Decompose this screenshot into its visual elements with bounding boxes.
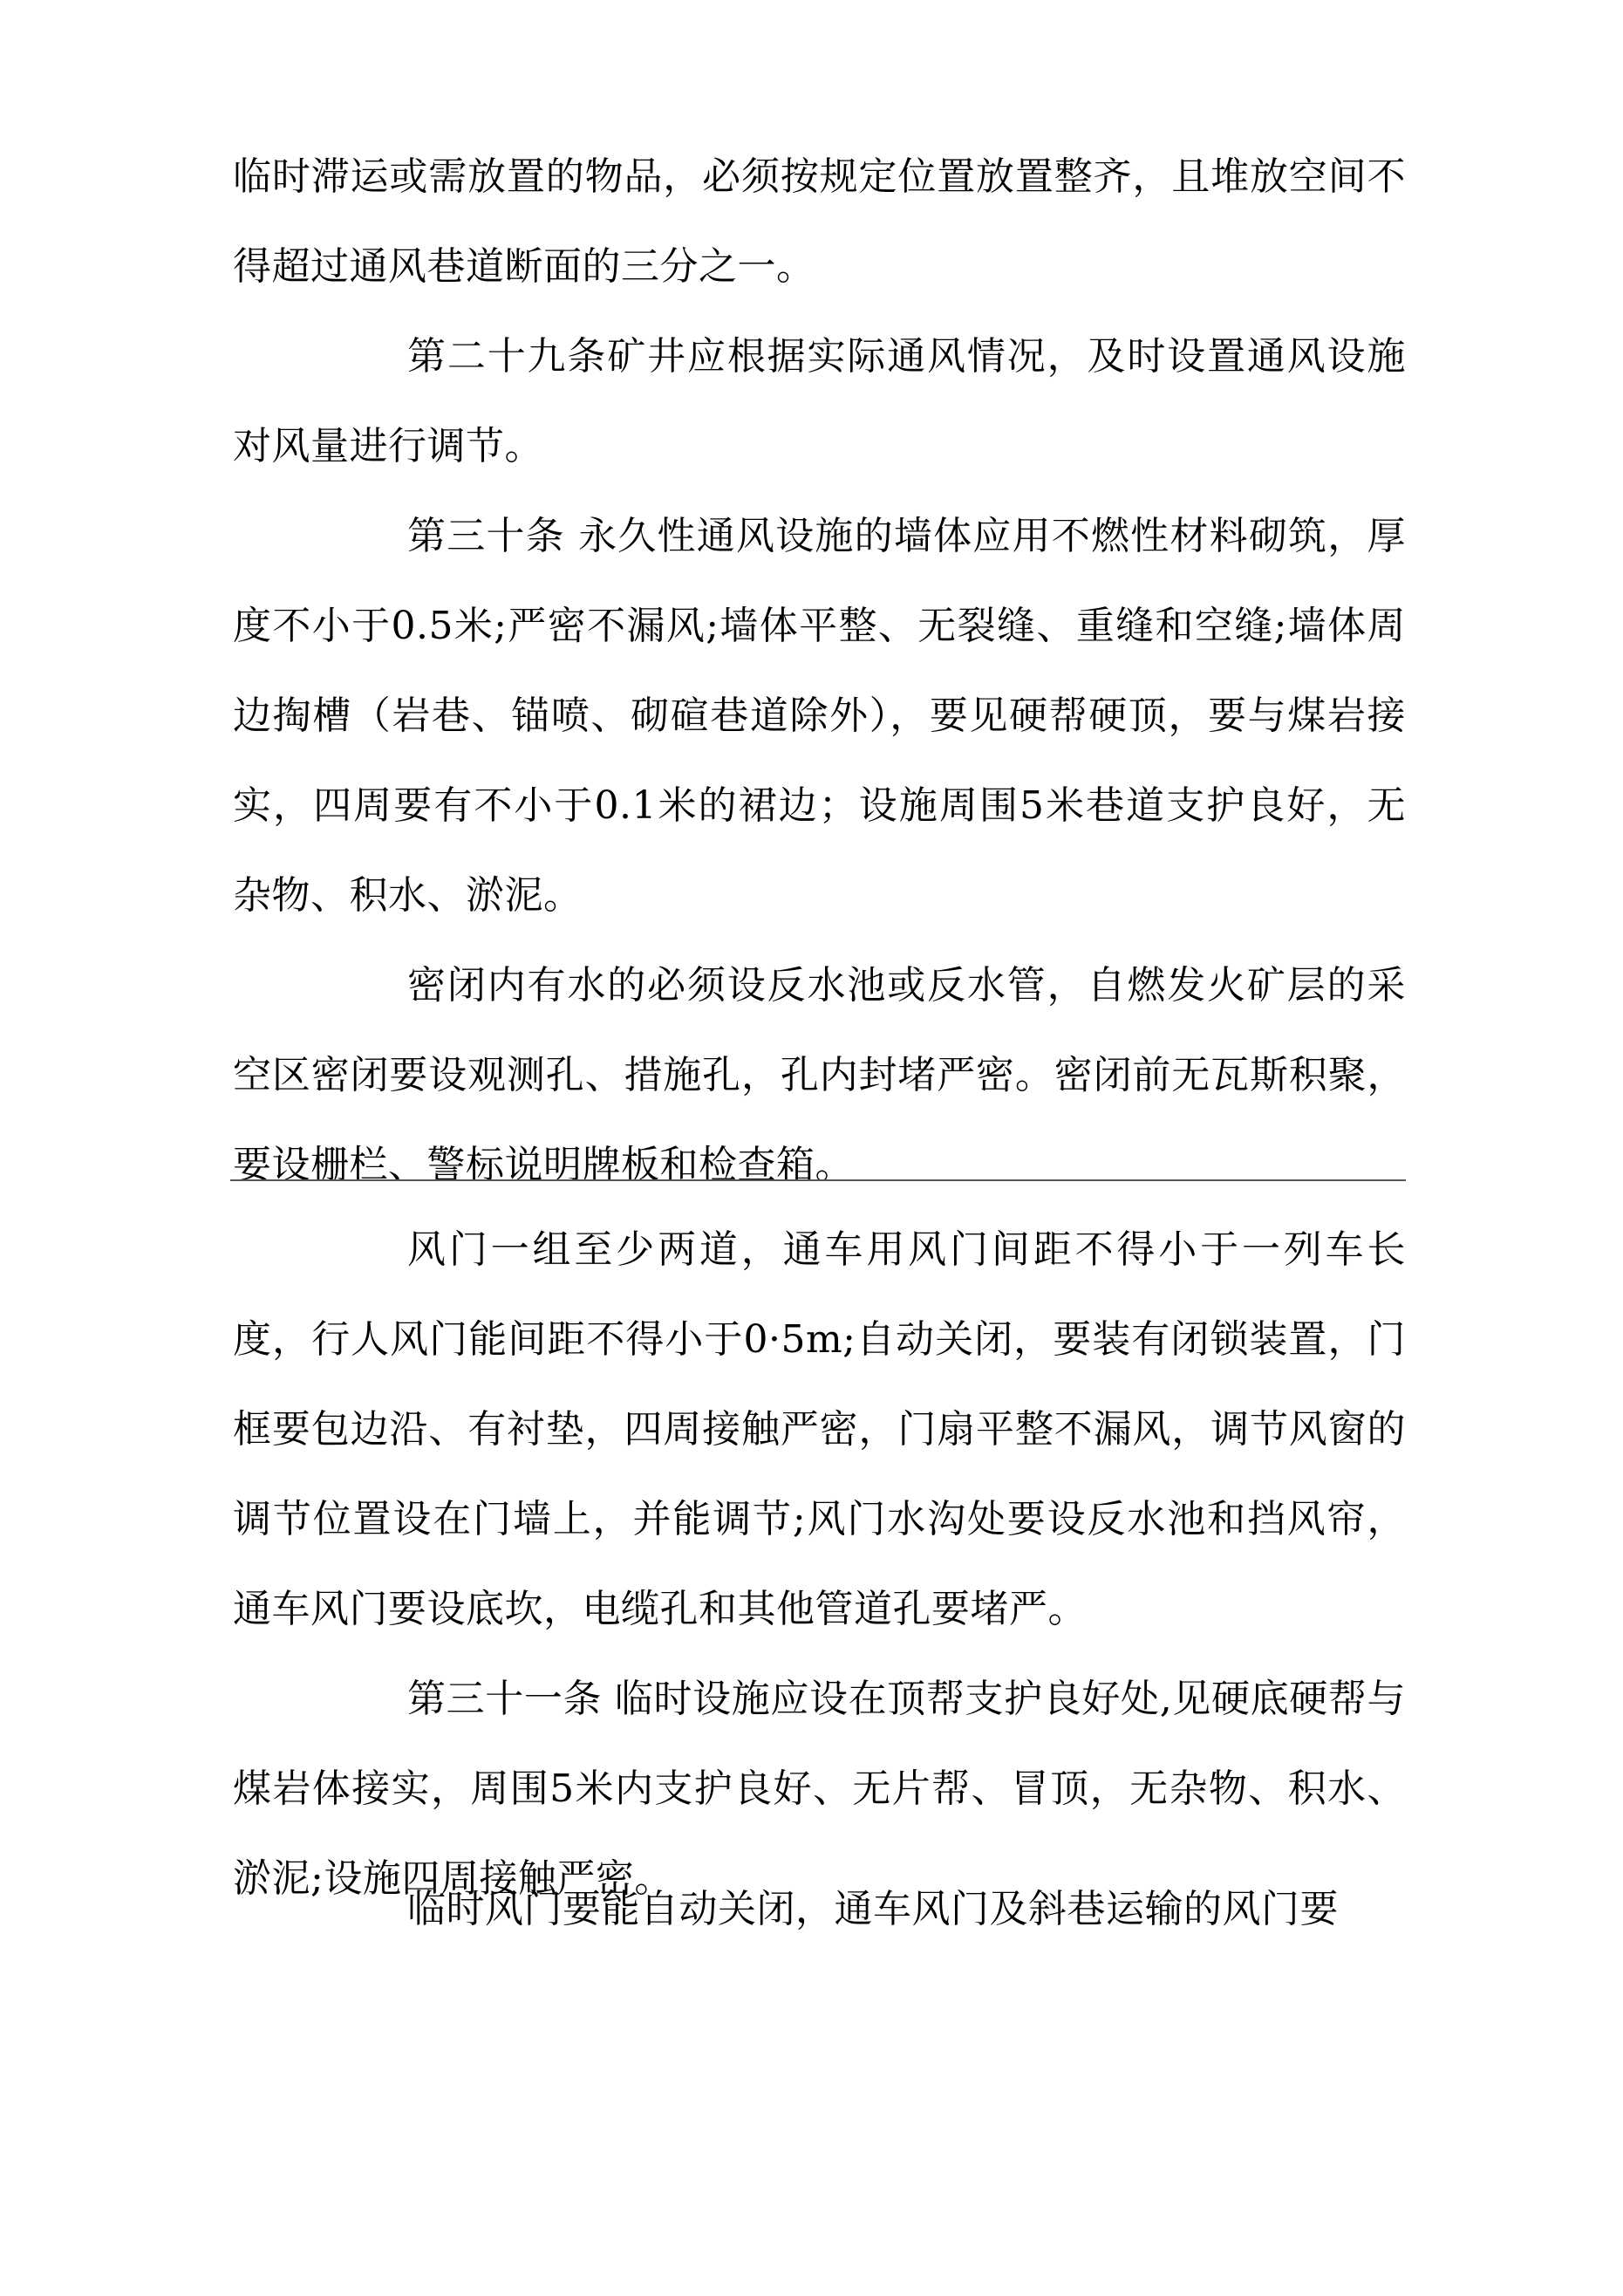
page-divider [230,1179,1406,1181]
paragraph-article-29: 第二十九条矿井应根据实际通风情况，及时设置通风设施对风量进行调节。 [233,334,1406,468]
paragraph-article-31: 第三十一条 临时设施应设在顶帮支护良好处,见硬底硬帮与煤岩体接实，周围5米内支护良好、无片帮、冒顶，无杂物、积水、淤泥;设施四周接触严密。 [233,1677,1406,1901]
paragraph-seal-water: 密闭内有水的必须设反水池或反水管，自燃发火矿层的采空区密闭要设观测孔、措施孔，孔内封堵严密。密闭前无瓦斯积聚，要设栅栏、警标说明牌板和检查箱。 [233,963,1406,1187]
document-section-top [233,132,1406,1210]
document-section-bottom [233,1205,1406,1924]
paragraph-article-30: 第三十条 永久性通风设施的墙体应用不燃性材料砌筑，厚度不小于0.5米;严密不漏风;墙体平整、无裂缝、重缝和空缝;墙体周边掏槽（岩巷、锚喷、砌碹巷道除外），要见硬帮硬顶，要与煤岩接实，四周要有不小于0.1米的裙边；设施周围5米巷道支护良好，无杂物、积水、淤泥。 [233,514,1406,918]
paragraph-storage-rule: 临时滞运或需放置的物品，必须按规定位置放置整齐，且堆放空间不得超过通风巷道断面的三分之一。 [233,154,1406,289]
paragraph-temporary-door: 临时风门要能自动关闭，通车风门及斜巷运输的风门要 [407,1887,1339,1931]
document-section-last [233,1864,1406,1954]
paragraph-air-door: 风门一组至少两道，通车用风门间距不得小于一列车长度，行人风门能间距不得小于0·5m;自动关闭，要装有闭锁装置，门框要包边沿、有衬垫，四周接触严密，门扇平整不漏风，调节风窗的调节位置设在门墙上，并能调节;风门水沟处要设反水池和挡风帘，通车风门要设底坎，电缆孔和其他管道孔要堵严。 [233,1227,1406,1631]
